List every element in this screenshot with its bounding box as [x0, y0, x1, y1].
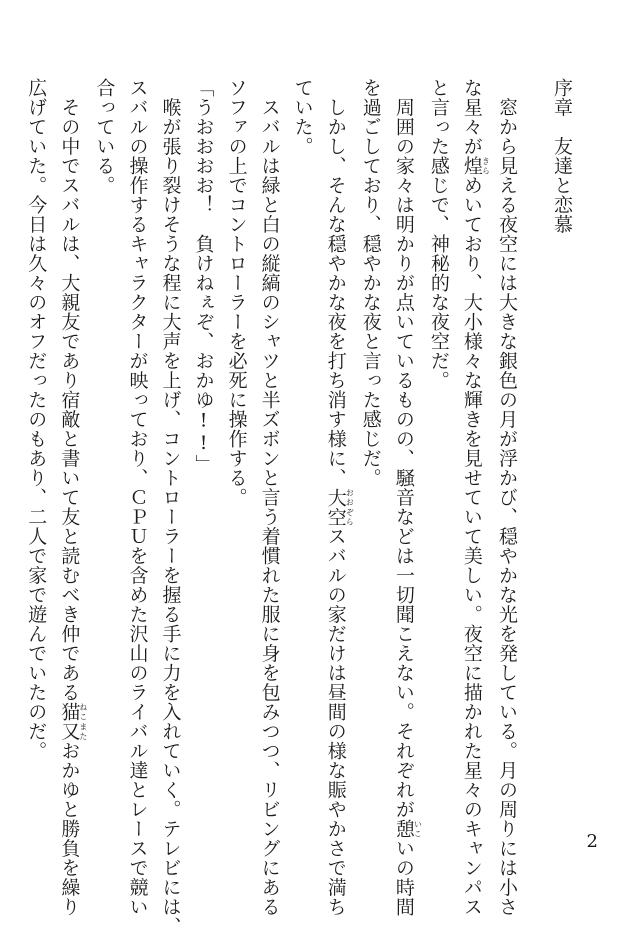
text-line-14: その中でスバルは、大親友であり宿敵と書いて友と読むべき仲である猫又ねこまたおかゆと勝負を繰り [58, 78, 88, 917]
chapter-heading: 序章 友達と恋慕 [551, 78, 573, 234]
text-line-2: な星々が煌きらめいており、大小様々な輝きを見せていて美しい。夜空に描かれた星々のキャンパス [460, 78, 491, 917]
text-line-4: 周囲の家々は明かりが点いているものの、騒音などは一切聞こえない。それぞれが憩いこいの時間 [392, 78, 423, 917]
text-line-3: と言った感じで、神秘的な夜空だ。 [427, 78, 450, 390]
text-line-10: 「うおおおお！ 負けねぇぞ、おかゆ!!」 [192, 78, 215, 474]
ruby-ikoi: 憩いこ [392, 819, 423, 839]
ruby-nekomata: 猫又ねこまた [58, 702, 88, 741]
text-line-5: を過ごしており、穏やかな夜と言った感じだ。 [359, 78, 382, 488]
vertical-text-body [19, 78, 578, 936]
ruby-oozora: 大空おおぞら [324, 487, 355, 527]
text-line-13: 合っている。 [93, 78, 116, 195]
text-line-8: スバルは緑と白の縦縞のシャツと半ズボンと言う着慣れた服に身を包みつつ、リビングにある [258, 78, 281, 917]
text-line-15: 広げていた。今日は久々のオフだったのもあり、二人で家で遊んでいたのだ。 [25, 78, 48, 761]
text-line-7: ていた。 [291, 78, 314, 156]
text-line-11: 喉が張り裂けそうな程に大声を上げ、コントローラーを握る手に力を入れていく。テレビには、 [159, 78, 182, 936]
text-line-6: しかし、そんな穏やかな夜を打ち消す様に、大空おおぞらスバルの家だけは昼間の様な賑やかさで満ち [324, 78, 355, 917]
page-number: 2 [586, 831, 598, 852]
ruby-kira: 煌きら [460, 156, 491, 176]
text-line-12: スバルの操作するキャラクターが映っており、ＣＰＵを含めた沢山のライバル達とレースで競い [126, 78, 149, 917]
text-line-9: ソファの上でコントローラーを必死に操作する。 [225, 78, 248, 507]
text-line-1: 窓から見える夜空には大きな銀色の月が浮かび、穏やかな光を発している。月の周りには小さ [495, 78, 518, 917]
